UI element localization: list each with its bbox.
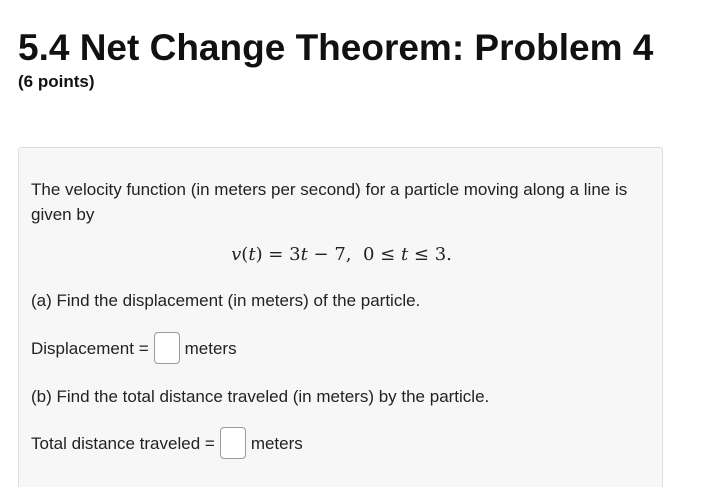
equation-domain-end: ≤ 3.: [408, 244, 452, 265]
problem-intro: The velocity function (in meters per second) for a particle moving along a line is given by: [31, 180, 628, 224]
points-label: (6 points): [18, 72, 95, 91]
equation-coefficient: 3: [289, 244, 301, 265]
equation-function-variable: t: [248, 244, 256, 265]
displacement-label: Displacement =: [31, 338, 149, 358]
part-a-question: (a) Find the displacement (in meters) of the particle.: [31, 291, 421, 310]
distance-label: Total distance traveled =: [31, 433, 215, 453]
equation-constant-and-domain-start: − 7, 0 ≤: [307, 244, 401, 265]
velocity-equation: v(t) = 3t − 7, 0 ≤ t ≤ 3.: [231, 244, 452, 265]
distance-answer-row: [31, 427, 303, 459]
distance-unit: meters: [250, 433, 303, 453]
distance-input[interactable]: [220, 427, 246, 459]
part-b-question: (b) Find the total distance traveled (in meters) by the particle.: [31, 387, 490, 406]
equation-domain-variable: t: [400, 244, 409, 265]
problem-card: [18, 147, 663, 487]
page-title: 5.4 Net Change Theorem: Problem 4: [18, 27, 654, 68]
displacement-input[interactable]: [154, 332, 180, 364]
equation-variable: t: [300, 244, 308, 265]
displacement-unit: meters: [184, 338, 237, 358]
displacement-answer-row: [31, 332, 237, 364]
equation-function-name: v: [231, 244, 242, 265]
